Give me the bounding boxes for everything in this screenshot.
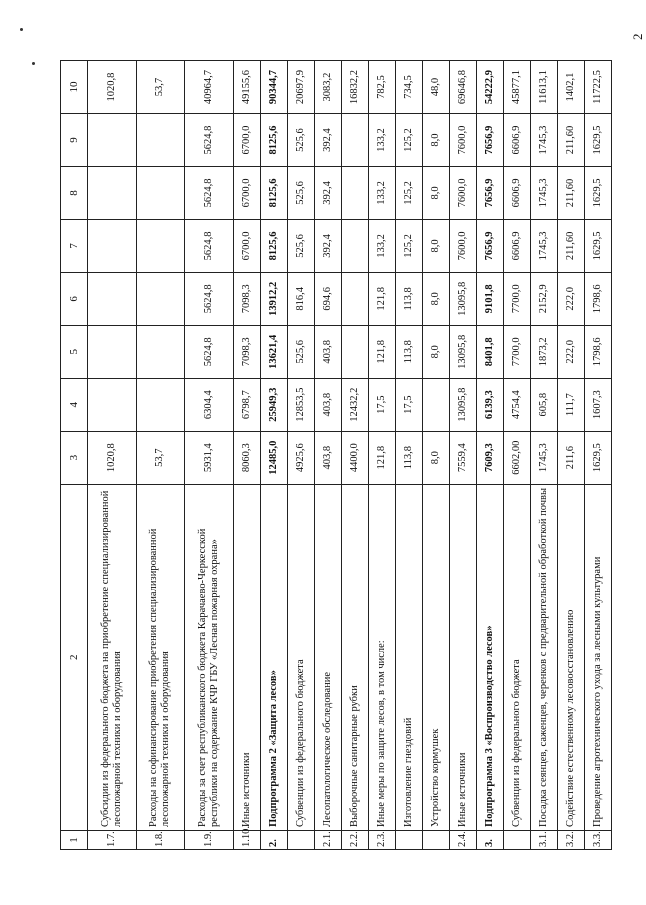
row-value-cell: 1607,3 [584, 378, 611, 431]
row-value-cell: 1745,3 [530, 219, 557, 272]
row-description-cell: Субвенции из федерального бюджета [503, 484, 530, 830]
row-value-cell: 8125,6 [260, 167, 287, 220]
row-value-cell: 1873,2 [530, 325, 557, 378]
row-code-cell: 1.10. [233, 830, 260, 849]
row-code-cell: 2.1. [314, 830, 341, 849]
row-code-cell: 2.2. [341, 830, 368, 849]
row-value-cell: 7700,0 [503, 325, 530, 378]
row-value-cell: 11613,1 [530, 61, 557, 114]
row-value-cell: 13912,2 [260, 272, 287, 325]
row-value-cell: 403,8 [314, 431, 341, 484]
row-value-cell: 113,8 [395, 431, 422, 484]
row-value-cell: 222,0 [557, 272, 584, 325]
header-cell: 7 [61, 219, 88, 272]
row-value-cell [88, 167, 137, 220]
row-value-cell [341, 272, 368, 325]
row-description-cell: Проведение агротехнического ухода за лесными культурами [584, 484, 611, 830]
table-header-row [61, 61, 88, 850]
row-value-cell [88, 114, 137, 167]
row-value-cell: 54222,9 [476, 61, 503, 114]
row-value-cell: 48,0 [422, 61, 449, 114]
row-value-cell: 1745,3 [530, 167, 557, 220]
row-value-cell: 5624,8 [185, 272, 234, 325]
row-description-cell: Посадка сеянцев, саженцев, черенков с предварительной обработкой почвы [530, 484, 557, 830]
row-value-cell: 8,0 [422, 167, 449, 220]
row-value-cell: 90344,7 [260, 61, 287, 114]
row-code-cell [422, 830, 449, 849]
row-value-cell: 7600,0 [449, 114, 476, 167]
row-value-cell [341, 114, 368, 167]
row-value-cell: 7098,3 [233, 325, 260, 378]
row-value-cell [136, 114, 185, 167]
row-value-cell: 222,0 [557, 325, 584, 378]
row-value-cell: 11722,5 [584, 61, 611, 114]
row-value-cell: 392,4 [314, 167, 341, 220]
row-code-cell [395, 830, 422, 849]
row-value-cell: 8060,3 [233, 431, 260, 484]
header-cell: 2 [61, 484, 88, 830]
row-value-cell [88, 378, 137, 431]
row-value-cell: 392,4 [314, 219, 341, 272]
row-value-cell: 7600,0 [449, 167, 476, 220]
rotated-table-container [60, 60, 612, 850]
row-value-cell: 13621,4 [260, 325, 287, 378]
row-description-cell: Иные источники [449, 484, 476, 830]
row-value-cell [136, 325, 185, 378]
row-value-cell: 45877,1 [503, 61, 530, 114]
row-value-cell [422, 378, 449, 431]
row-value-cell: 1020,8 [88, 61, 137, 114]
row-value-cell: 13095,8 [449, 325, 476, 378]
row-value-cell: 4754,4 [503, 378, 530, 431]
row-value-cell: 53,7 [136, 431, 185, 484]
row-description-cell: Субвенции из федерального бюджета [287, 484, 314, 830]
row-value-cell: 6139,3 [476, 378, 503, 431]
row-value-cell: 7609,3 [476, 431, 503, 484]
row-value-cell: 5931,4 [185, 431, 234, 484]
row-value-cell: 13095,8 [449, 378, 476, 431]
row-value-cell: 1745,3 [530, 114, 557, 167]
row-value-cell: 6700,0 [233, 219, 260, 272]
row-value-cell [341, 167, 368, 220]
row-value-cell: 111,7 [557, 378, 584, 431]
row-value-cell: 1745,3 [530, 431, 557, 484]
row-value-cell: 211,60 [557, 114, 584, 167]
row-value-cell: 211,60 [557, 167, 584, 220]
row-value-cell [88, 272, 137, 325]
row-value-cell: 133,2 [368, 167, 395, 220]
row-value-cell: 12432,2 [341, 378, 368, 431]
row-value-cell: 734,5 [395, 61, 422, 114]
row-value-cell: 1402,1 [557, 61, 584, 114]
row-value-cell: 1629,5 [584, 431, 611, 484]
row-value-cell: 113,8 [395, 325, 422, 378]
header-cell: 8 [61, 167, 88, 220]
table-row [88, 61, 137, 850]
row-description-cell: Изготовление гнездовий [395, 484, 422, 830]
row-value-cell: 8,0 [422, 325, 449, 378]
row-code-cell: 3.2. [557, 830, 584, 849]
table-row [185, 61, 234, 850]
header-cell: 9 [61, 114, 88, 167]
table-row [368, 61, 395, 850]
row-value-cell: 1629,5 [584, 167, 611, 220]
row-description-cell: Иные источники [233, 484, 260, 830]
row-value-cell: 6700,0 [233, 114, 260, 167]
header-cell: 6 [61, 272, 88, 325]
row-value-cell: 125,2 [395, 114, 422, 167]
table-row [422, 61, 449, 850]
row-value-cell: 1020,8 [88, 431, 137, 484]
row-value-cell: 5624,8 [185, 325, 234, 378]
row-value-cell: 25949,3 [260, 378, 287, 431]
row-value-cell: 20697,9 [287, 61, 314, 114]
row-value-cell: 49155,6 [233, 61, 260, 114]
row-value-cell: 12485,0 [260, 431, 287, 484]
row-value-cell [341, 219, 368, 272]
row-description-cell: Подпрограмма 3 «Воспроизводство лесов» [476, 484, 503, 830]
row-value-cell: 5624,8 [185, 114, 234, 167]
row-code-cell: 1.7. [88, 830, 137, 849]
row-description-cell: Выборочные санитарные рубки [341, 484, 368, 830]
row-code-cell: 2.3. [368, 830, 395, 849]
row-value-cell: 8125,6 [260, 114, 287, 167]
row-value-cell: 605,8 [530, 378, 557, 431]
row-code-cell [287, 830, 314, 849]
row-value-cell: 121,8 [368, 431, 395, 484]
row-code-cell: 2.4. [449, 830, 476, 849]
row-code-cell: 3.3. [584, 830, 611, 849]
row-value-cell [136, 219, 185, 272]
row-description-cell: Подпрограмма 2 «Защита лесов» [260, 484, 287, 830]
table-row [503, 61, 530, 850]
row-value-cell: 5624,8 [185, 167, 234, 220]
table-row [233, 61, 260, 850]
row-value-cell [88, 219, 137, 272]
table-row [395, 61, 422, 850]
row-value-cell: 17,5 [395, 378, 422, 431]
header-cell: 4 [61, 378, 88, 431]
row-value-cell: 8,0 [422, 272, 449, 325]
row-code-cell: 1.9. [185, 830, 234, 849]
row-value-cell: 133,2 [368, 114, 395, 167]
row-value-cell: 4925,6 [287, 431, 314, 484]
row-value-cell: 8,0 [422, 431, 449, 484]
row-value-cell: 13095,8 [449, 272, 476, 325]
row-code-cell: 3.1. [530, 830, 557, 849]
row-value-cell: 7098,3 [233, 272, 260, 325]
row-value-cell: 1798,6 [584, 325, 611, 378]
row-value-cell: 7656,9 [476, 114, 503, 167]
row-value-cell: 125,2 [395, 167, 422, 220]
row-value-cell: 8,0 [422, 219, 449, 272]
row-value-cell: 6606,9 [503, 167, 530, 220]
row-value-cell: 2152,9 [530, 272, 557, 325]
row-value-cell [341, 325, 368, 378]
row-code-cell: 3. [476, 830, 503, 849]
scan-speck [20, 28, 23, 31]
row-value-cell: 17,5 [368, 378, 395, 431]
row-description-cell: Расходы за счет республиканского бюджета Карачаево-Черкесской республики на содержание КЧР ГБУ «Лесная пожарная охрана» [185, 484, 234, 830]
row-value-cell: 211,60 [557, 219, 584, 272]
row-description-cell: Содействие естественному лесовосстановлению [557, 484, 584, 830]
table-row [287, 61, 314, 850]
scan-speck [32, 62, 35, 65]
row-value-cell: 125,2 [395, 219, 422, 272]
row-value-cell: 6304,4 [185, 378, 234, 431]
row-value-cell: 4400,0 [341, 431, 368, 484]
row-value-cell: 1629,5 [584, 219, 611, 272]
row-description-cell: Субсидии из федерального бюджета на приобретение специализированной лесопожарной техники и оборудования [88, 484, 137, 830]
row-value-cell: 525,6 [287, 167, 314, 220]
table-row [584, 61, 611, 850]
header-cell: 10 [61, 61, 88, 114]
header-cell: 3 [61, 431, 88, 484]
table-row [136, 61, 185, 850]
row-description-cell: Лесопатологическое обследование [314, 484, 341, 830]
row-value-cell [136, 167, 185, 220]
header-cell: 5 [61, 325, 88, 378]
row-value-cell: 525,6 [287, 114, 314, 167]
row-value-cell: 121,8 [368, 272, 395, 325]
row-value-cell: 6606,9 [503, 114, 530, 167]
row-code-cell [503, 830, 530, 849]
row-description-cell: Расходы на софинансирование приобретения специализированной лесопожарной техники и оборудования [136, 484, 185, 830]
row-value-cell: 6606,9 [503, 219, 530, 272]
row-value-cell: 9101,8 [476, 272, 503, 325]
row-value-cell: 525,6 [287, 325, 314, 378]
row-value-cell: 7656,9 [476, 167, 503, 220]
table-row [314, 61, 341, 850]
table-body [61, 61, 612, 850]
row-code-cell: 2. [260, 830, 287, 849]
row-value-cell: 6602,00 [503, 431, 530, 484]
row-value-cell: 6798,7 [233, 378, 260, 431]
row-value-cell: 7700,0 [503, 272, 530, 325]
row-value-cell: 403,8 [314, 325, 341, 378]
row-value-cell: 133,2 [368, 219, 395, 272]
row-value-cell: 1629,5 [584, 114, 611, 167]
row-description-cell: Устройство кормушек [422, 484, 449, 830]
row-code-cell: 1.8. [136, 830, 185, 849]
row-value-cell: 40964,7 [185, 61, 234, 114]
row-value-cell: 8125,6 [260, 219, 287, 272]
header-cell: 1 [61, 830, 88, 849]
row-value-cell: 7656,9 [476, 219, 503, 272]
row-value-cell: 69646,8 [449, 61, 476, 114]
row-value-cell: 113,8 [395, 272, 422, 325]
row-value-cell: 8,0 [422, 114, 449, 167]
row-value-cell: 1798,6 [584, 272, 611, 325]
row-value-cell: 8401,8 [476, 325, 503, 378]
row-value-cell: 211,6 [557, 431, 584, 484]
row-value-cell: 782,5 [368, 61, 395, 114]
row-value-cell [136, 378, 185, 431]
row-value-cell: 6700,0 [233, 167, 260, 220]
row-description-cell: Иные меры по защите лесов, в том числе: [368, 484, 395, 830]
table-row [476, 61, 503, 850]
row-value-cell: 392,4 [314, 114, 341, 167]
table-row [341, 61, 368, 850]
row-value-cell: 694,6 [314, 272, 341, 325]
row-value-cell: 7600,0 [449, 219, 476, 272]
row-value-cell: 121,8 [368, 325, 395, 378]
table-row [557, 61, 584, 850]
row-value-cell: 53,7 [136, 61, 185, 114]
row-value-cell: 403,8 [314, 378, 341, 431]
row-value-cell: 3083,2 [314, 61, 341, 114]
budget-table [60, 60, 612, 850]
page-number-text: 2 [630, 33, 645, 40]
row-value-cell: 12853,5 [287, 378, 314, 431]
table-row [260, 61, 287, 850]
row-value-cell: 5624,8 [185, 219, 234, 272]
table-row [449, 61, 476, 850]
row-value-cell: 525,6 [287, 219, 314, 272]
row-value-cell: 816,4 [287, 272, 314, 325]
row-value-cell [88, 325, 137, 378]
row-value-cell: 16832,2 [341, 61, 368, 114]
row-value-cell [136, 272, 185, 325]
row-value-cell: 7559,4 [449, 431, 476, 484]
table-row [530, 61, 557, 850]
